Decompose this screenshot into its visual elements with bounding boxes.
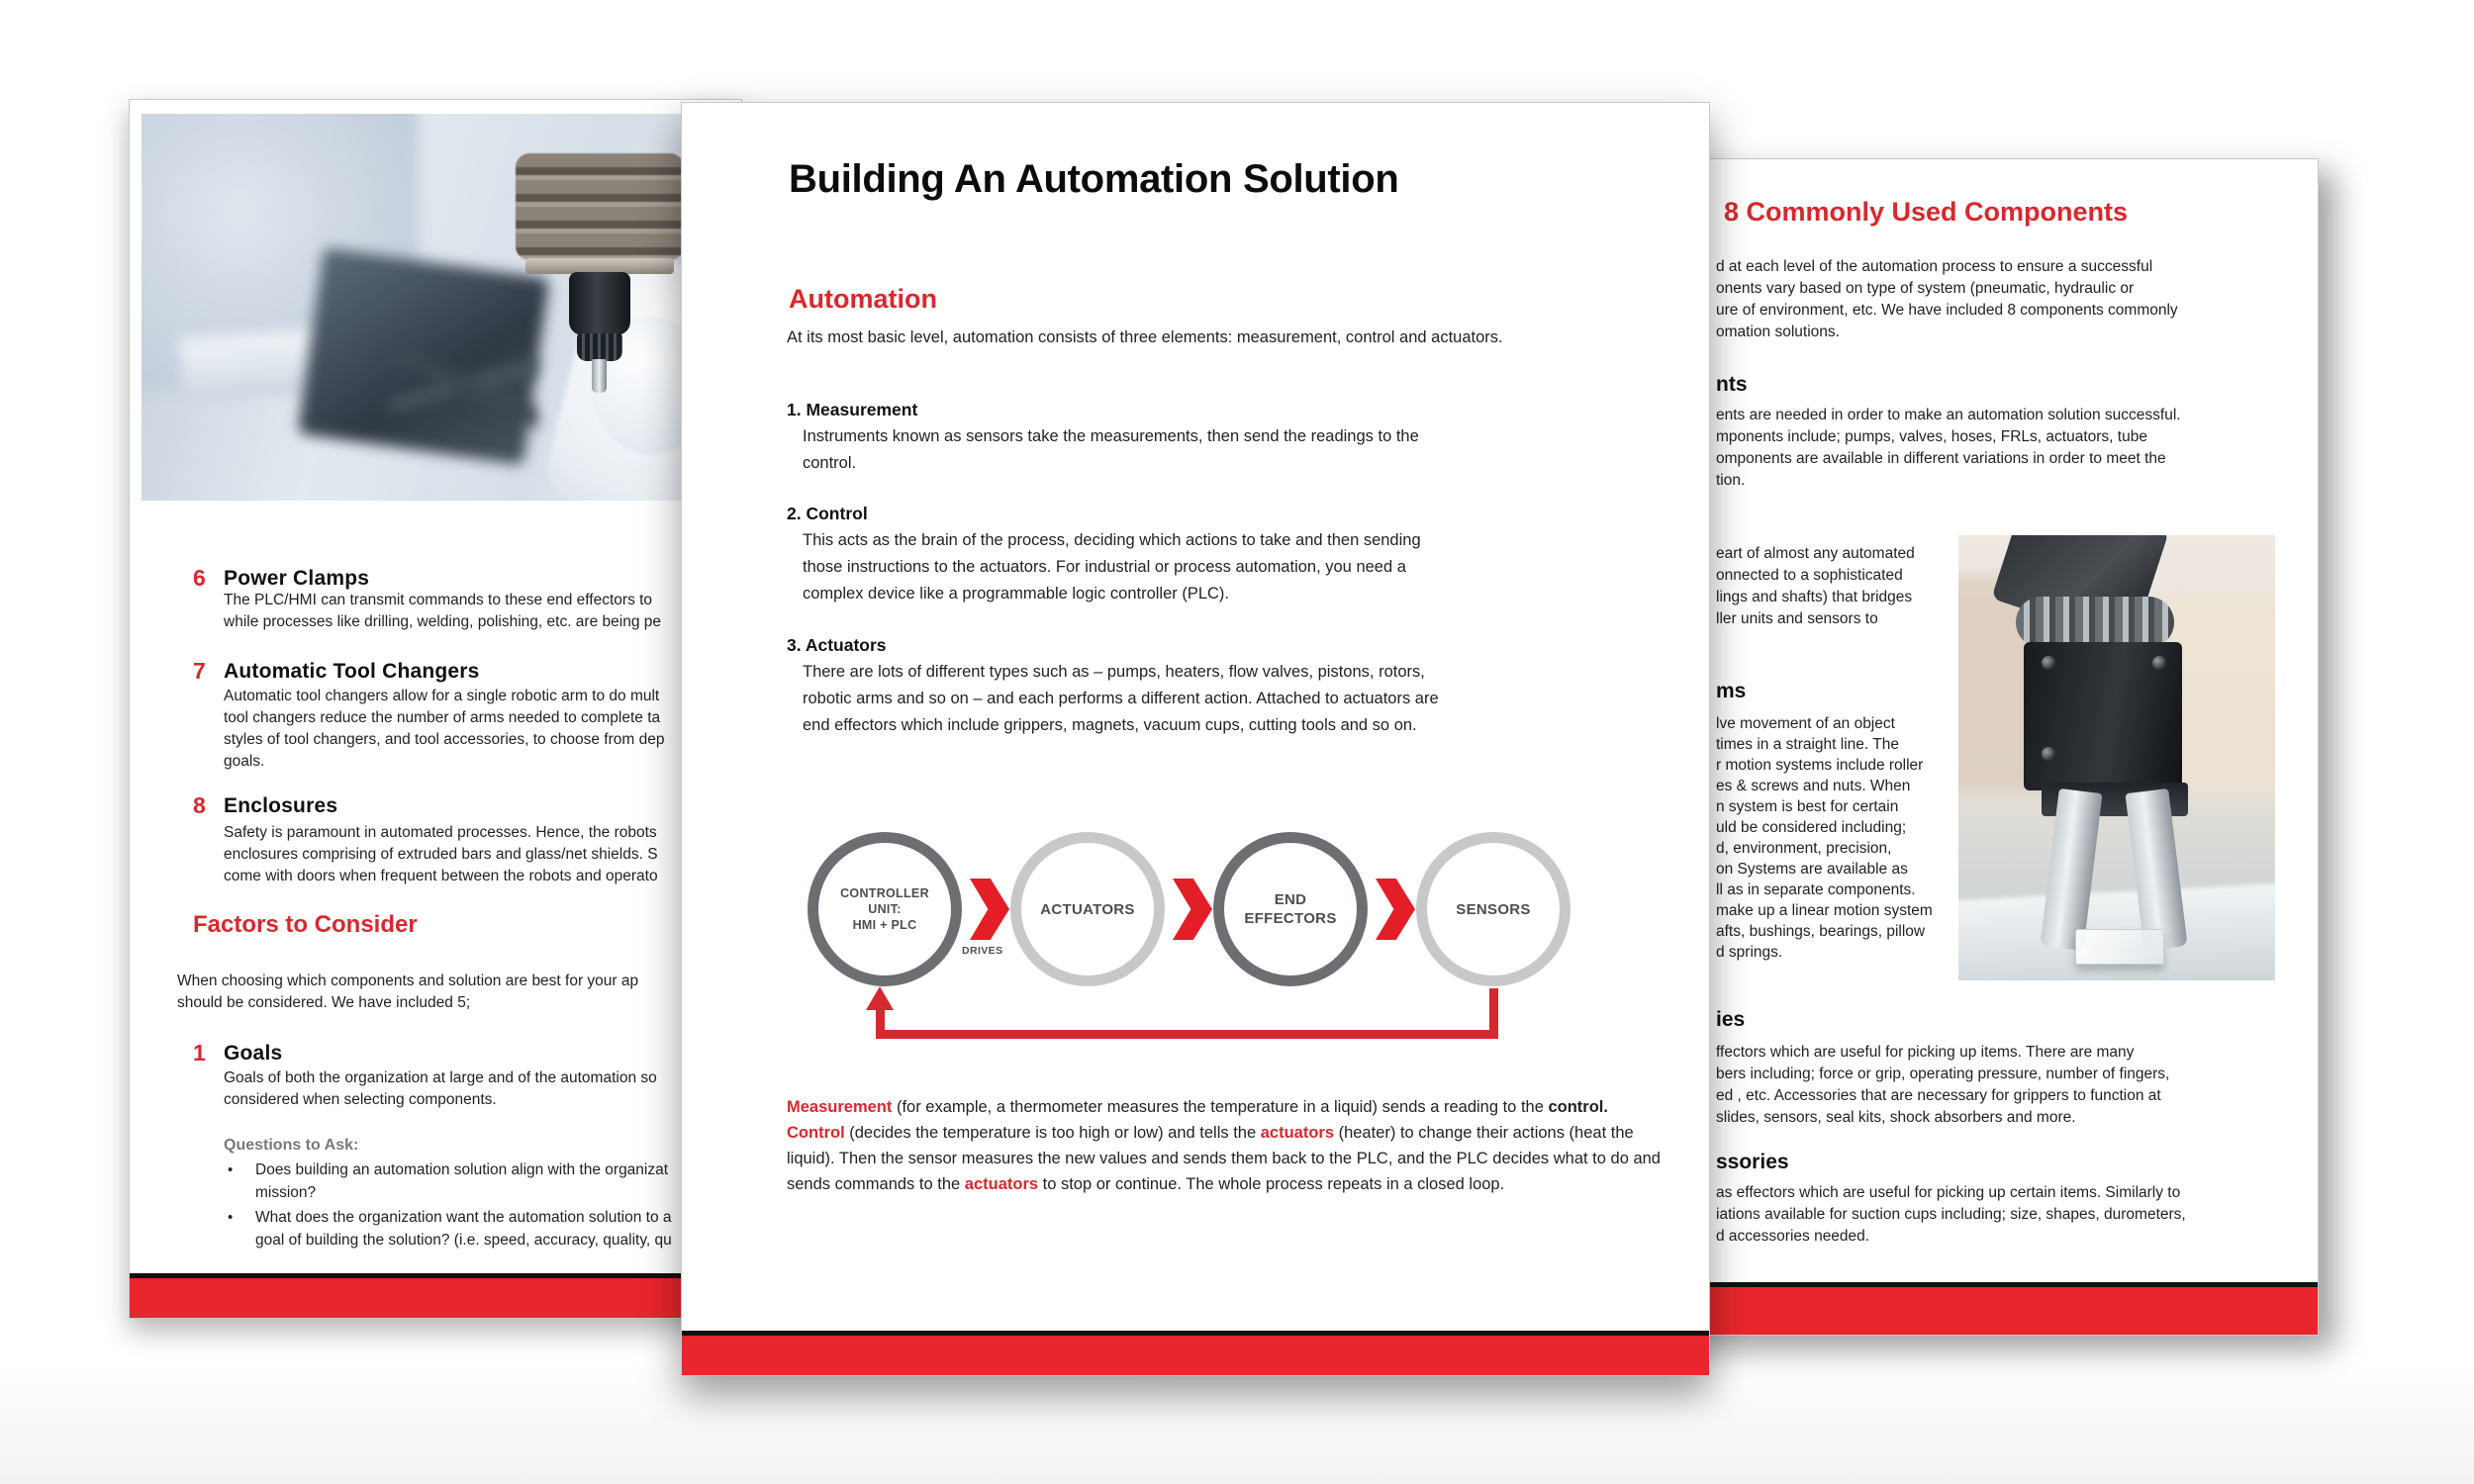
body-line: times in a straight line. The — [1716, 736, 1899, 753]
photo-background-shape — [2166, 595, 2275, 792]
node-label-line: CONTROLLER — [840, 886, 929, 900]
body-line: as effectors which are useful for picking up certain items. Similarly to — [1716, 1184, 2181, 1201]
automation-heading: Automation — [789, 284, 937, 314]
item-body-line: Goals of both the organization at large and of the automation so — [224, 1069, 657, 1086]
center-page — [681, 102, 1710, 1376]
body-line: d springs. — [1716, 944, 1783, 961]
factors-line: should be considered. We have included 5; — [177, 994, 471, 1011]
item-body-line: There are lots of different types such as – pumps, heaters, flow valves, pistons, rotors, — [803, 663, 1425, 681]
item-body-line: Automatic tool changers allow for a single robotic arm to do mult — [224, 688, 660, 704]
item-body-line: end effectors which include grippers, magnets, vacuum cups, cutting tools and so on. — [803, 716, 1417, 734]
bullet-line: Does building an automation solution align with the organizat — [255, 1161, 669, 1178]
node-label-line: ACTUATORS — [1040, 900, 1135, 918]
body-line: ller units and sensors to — [1716, 610, 1878, 627]
photo-drill-chuck — [569, 272, 630, 335]
item-body-line: complex device like a programmable logic controller (PLC). — [803, 585, 1230, 603]
item-title: Measurement — [806, 400, 918, 419]
end-effectors-node — [1213, 832, 1368, 986]
photo-drill-bit — [592, 359, 607, 393]
item-body-line: robotic arms and so on – and each performs a different action. Attached to actuators are — [803, 690, 1439, 707]
body-line: ffectors which are useful for picking up items. There are many — [1716, 1044, 2135, 1061]
arrow-chevron-icon — [1173, 879, 1212, 940]
body-line: ure of environment, etc. We have included 8 components commonly — [1716, 302, 2178, 319]
body-line: omponents are available in different variations in order to meet the — [1716, 450, 2166, 467]
body-line: make up a linear motion system — [1716, 902, 1933, 919]
body-line: d accessories needed. — [1716, 1228, 1870, 1245]
item-title: Power Clamps — [224, 567, 370, 590]
photo-clear-block — [2075, 929, 2164, 965]
section-subheading: ies — [1716, 1008, 1746, 1031]
factors-line: When choosing which components and solution are best for your ap — [177, 973, 639, 989]
item-body-line: while processes like drilling, welding, polishing, etc. are being pe — [224, 613, 661, 630]
body-line: lings and shafts) that bridges — [1716, 589, 1913, 605]
body-line: lve movement of an object — [1716, 715, 1895, 732]
item-number: 2. — [787, 504, 802, 523]
item-title: Control — [806, 504, 868, 523]
numbered-item — [787, 635, 1677, 739]
left-page — [129, 99, 742, 1319]
automation-flow-diagram — [682, 832, 1711, 1079]
controller-node — [808, 832, 962, 986]
body-line: onents vary based on type of system (pneumatic, hydraulic or — [1716, 280, 2135, 297]
bullet-line: goal of building the solution? (i.e. speed, accuracy, quality, qu — [255, 1232, 672, 1249]
closing-segment: Control — [787, 1124, 845, 1142]
body-line: mponents include; pumps, valves, hoses, FRLs, actuators, tube — [1716, 428, 2147, 445]
body-line: d, environment, precision, — [1716, 840, 1892, 857]
intro-paragraph: At its most basic level, automation consists of three elements: measurement, control and actuators. — [787, 328, 1503, 346]
body-line: ents are needed in order to make an automation solution successful. — [1716, 407, 2181, 423]
drives-label: DRIVES — [962, 945, 1003, 957]
node-label-line: END — [1274, 891, 1307, 908]
body-line: r motion systems include roller — [1716, 757, 1924, 774]
body-line: afts, bushings, bearings, pillow — [1716, 923, 1926, 940]
item-title: Goals — [224, 1042, 283, 1065]
body-line: slides, sensors, seal kits, shock absorbers and more. — [1716, 1109, 2076, 1126]
closing-segment: (decides the temperature is too high or low) and tells the — [844, 1124, 1261, 1142]
item-body-line: tool changers reduce the number of arms needed to complete ta — [224, 709, 661, 726]
item-body-line: The PLC/HMI can transmit commands to these end effectors to — [224, 592, 653, 608]
closing-segment: actuators — [1260, 1124, 1334, 1142]
photo-cables-shape — [389, 282, 537, 490]
body-line: omation solutions. — [1716, 324, 1840, 340]
feedback-arrow-icon — [866, 986, 894, 1010]
closing-segment: Measurement — [787, 1098, 893, 1116]
photo-screw — [2152, 656, 2166, 670]
item-body-line: Instruments known as sensors take the measurements, then send the readings to the — [803, 427, 1419, 445]
item-body-line: considered when selecting components. — [224, 1091, 497, 1108]
section-subheading: ms — [1716, 680, 1747, 702]
item-number: 3. — [787, 635, 802, 655]
bullet-line: mission? — [255, 1184, 317, 1201]
section-subheading: ssories — [1716, 1151, 1789, 1173]
body-line: ed , etc. Accessories that are necessary for grippers to function at — [1716, 1087, 2161, 1104]
item-body-line: goals. — [224, 753, 265, 770]
body-line: n system is best for certain — [1716, 798, 1899, 815]
body-line: d at each level of the automation process to ensure a successful — [1716, 258, 2153, 275]
node-label-line: EFFECTORS — [1244, 910, 1337, 927]
body-line: uld be considered including; — [1716, 819, 1907, 836]
item-title: Enclosures — [224, 794, 338, 817]
item-body-line: control. — [803, 454, 857, 472]
body-line: onnected to a sophisticated — [1716, 567, 1903, 584]
closing-paragraph — [787, 1094, 1667, 1197]
components-heading: 8 Commonly Used Components — [1724, 197, 2129, 227]
closing-segment: to stop or continue. The whole process repeats in a closed loop. — [1038, 1175, 1505, 1193]
photo-gripper-collar — [2016, 597, 2174, 648]
arrow-chevron-icon — [1376, 879, 1415, 940]
photo-screw — [2042, 747, 2055, 761]
sensors-node — [1416, 832, 1570, 986]
closing-segment: actuators — [964, 1175, 1039, 1193]
node-label-line: HMI + PLC — [852, 918, 917, 932]
photo-drill-collet — [577, 333, 622, 361]
body-line: iations available for suction cups including; size, shapes, durometers, — [1716, 1206, 2186, 1223]
node-label-line: SENSORS — [1456, 900, 1531, 918]
questions-heading: Questions to Ask: — [224, 1137, 359, 1154]
item-title: Automatic Tool Changers — [224, 660, 480, 683]
bullet-icon: • — [228, 1161, 234, 1178]
item-number: 6 — [193, 565, 206, 591]
body-line: bers including; force or grip, operating pressure, number of fingers, — [1716, 1066, 2170, 1082]
closing-segment: (for example, a thermometer measures the temperature in a liquid) sends a reading to the — [892, 1098, 1549, 1116]
item-number: 1 — [193, 1040, 206, 1066]
item-body-line: come with doors when frequent between the robots and operato — [224, 868, 658, 884]
robot-gripper-photo — [1958, 535, 2275, 980]
bullet-line: What does the organization want the automation solution to a — [255, 1209, 672, 1226]
cnc-machine-photo — [142, 114, 723, 501]
item-number: 1. — [787, 400, 802, 419]
body-line: tion. — [1716, 472, 1746, 489]
body-line: es & screws and nuts. When — [1716, 778, 1911, 794]
item-body-line: Safety is paramount in automated processes. Hence, the robots — [224, 824, 657, 841]
actuators-node — [1010, 832, 1165, 986]
feedback-loop-line — [880, 1030, 1498, 1039]
page-title: Building An Automation Solution — [789, 157, 1399, 201]
photo-screw — [2042, 656, 2055, 670]
section-subheading: nts — [1716, 373, 1748, 396]
item-body-line: those instructions to the actuators. For industrial or process automation, you need a — [803, 558, 1406, 576]
arrow-chevron-icon — [970, 879, 1009, 940]
closing-segment: control. — [1548, 1098, 1608, 1116]
body-line: eart of almost any automated — [1716, 545, 1915, 562]
item-number: 8 — [193, 792, 206, 818]
numbered-item — [787, 400, 1677, 477]
center-page-footer-bar — [682, 1331, 1709, 1375]
item-body-line: This acts as the brain of the process, deciding which actions to take and then sending — [803, 531, 1421, 549]
factors-heading: Factors to Consider — [193, 911, 418, 938]
item-title: Actuators — [805, 635, 887, 655]
numbered-item — [787, 504, 1677, 607]
item-body-line: enclosures comprising of extruded bars and glass/net shields. S — [224, 846, 658, 863]
item-body-line: styles of tool changers, and tool accessories, to choose from dep — [224, 731, 665, 748]
body-line: on Systems are available as — [1716, 861, 1908, 878]
item-number: 7 — [193, 658, 206, 684]
feedback-loop-line — [876, 1010, 885, 1039]
photo-spindle-bellows — [516, 153, 684, 260]
left-page-footer-bar — [130, 1273, 741, 1318]
bullet-icon: • — [228, 1209, 234, 1226]
closing-segment: (heater) to change their actions (heat the liquid). Then the sensor measures the new values and sends them back to the PLC, and the PLC decides what to do and sends commands to the — [787, 1124, 1661, 1193]
node-label-line: UNIT: — [868, 902, 902, 916]
body-line: ll as in separate components. — [1716, 881, 1916, 898]
